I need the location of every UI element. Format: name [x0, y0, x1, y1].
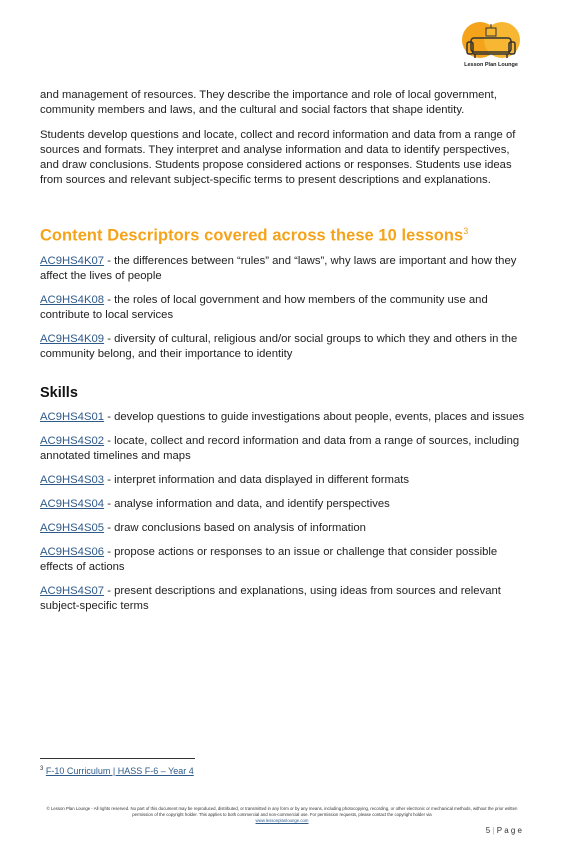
footnote: [40, 766, 194, 776]
descriptor-link[interactable]: AC9HS4K07: [40, 255, 105, 268]
descriptor-text: - diversity of cultural, religious and/or social groups to which they and others in the community belong, and their importance to identity: [40, 333, 518, 361]
skill-link[interactable]: AC9HS4S01: [40, 411, 105, 424]
website-link[interactable]: www.lessonplanlounge.com: [255, 818, 309, 823]
copyright-notice: [40, 806, 524, 824]
page-label: P a g e: [496, 826, 522, 835]
content-descriptors-heading: Content Descriptors covered across these 10 lessons$^3$: [40, 226, 469, 245]
skill-link[interactable]: AC9HS4S07: [40, 585, 105, 598]
skills-list: [40, 410, 525, 614]
copyright-text: © Lesson Plan Lounge - All rights reserved. No part of this document may be reproduced, distributed, or transmitted in any form or by any means, including photocopying, recording, or other electronic or mechanical methods, without the prior written permission of the copyright holder. This applies to both commercial and non-commercial use. For permission requests, please contact the copyright holder via: [46, 806, 518, 817]
list-item: [40, 410, 525, 425]
footnote-divider: [40, 758, 195, 759]
skill-text: - interpret information and data displayed in different formats: [104, 474, 410, 487]
page-separator: |: [492, 826, 495, 835]
list-item: [40, 434, 525, 464]
list-item: [40, 473, 525, 488]
descriptor-text: - the roles of local government and how members of the community use and contribute to local services: [40, 294, 488, 322]
descriptor-link[interactable]: AC9HS4K08: [40, 294, 105, 307]
list-item: [40, 332, 525, 362]
skill-link[interactable]: AC9HS4S04: [40, 498, 105, 511]
content-descriptor-list: [40, 254, 525, 362]
skill-text: - propose actions or responses to an issue or challenge that consider possible effects of actions: [40, 546, 498, 574]
list-item: [40, 293, 525, 323]
list-item: [40, 254, 525, 284]
list-item: [40, 497, 525, 512]
skill-link[interactable]: AC9HS4S06: [40, 546, 105, 559]
skill-text: - draw conclusions based on analysis of information: [104, 522, 366, 535]
page-number: [486, 826, 522, 835]
descriptor-link[interactable]: AC9HS4K09: [40, 333, 105, 346]
intro-paragraph-2: Students develop questions and locate, collect and record information and data from a range of sources and formats. They interpret and analyse information and data to identify perspectives, and draw conclusions. Students propose considered actions or responses. Students use ideas from sources and relevant subject-specific terms to present descriptions and explanations.: [40, 129, 516, 186]
footnote-ref: 3: [463, 226, 469, 236]
page-content: [40, 88, 525, 623]
footnote-number: 3: [40, 766, 44, 772]
skill-text: - analyse information and data, and identify perspectives: [104, 498, 390, 511]
logo-text: Lesson Plan Lounge: [464, 62, 518, 68]
footnote-link[interactable]: F-10 Curriculum | HASS F-6 – Year 4: [45, 766, 194, 776]
skill-text: - present descriptions and explanations, using ideas from sources and relevant subject-specific terms: [40, 585, 501, 613]
intro-paragraph-1: and management of resources. They describe the importance and role of local government, community members and laws, and the cultural and social factors that shape identity.: [40, 89, 497, 116]
skill-link[interactable]: AC9HS4S05: [40, 522, 105, 535]
skill-text: - develop questions to guide investigations about people, events, places and issues: [104, 411, 525, 424]
list-item: [40, 545, 525, 575]
skill-text: - locate, collect and record information and data from a range of sources, including annotated timelines and maps: [40, 435, 520, 463]
page-number-value: 5: [485, 826, 491, 835]
skill-link[interactable]: AC9HS4S03: [40, 474, 105, 487]
list-item: [40, 521, 525, 536]
skills-heading: Skills: [40, 385, 78, 402]
skill-link[interactable]: AC9HS4S02: [40, 435, 105, 448]
descriptor-text: - the differences between “rules” and “laws”, why laws are important and how they affect the lives of people: [40, 255, 517, 283]
list-item: [40, 584, 525, 614]
